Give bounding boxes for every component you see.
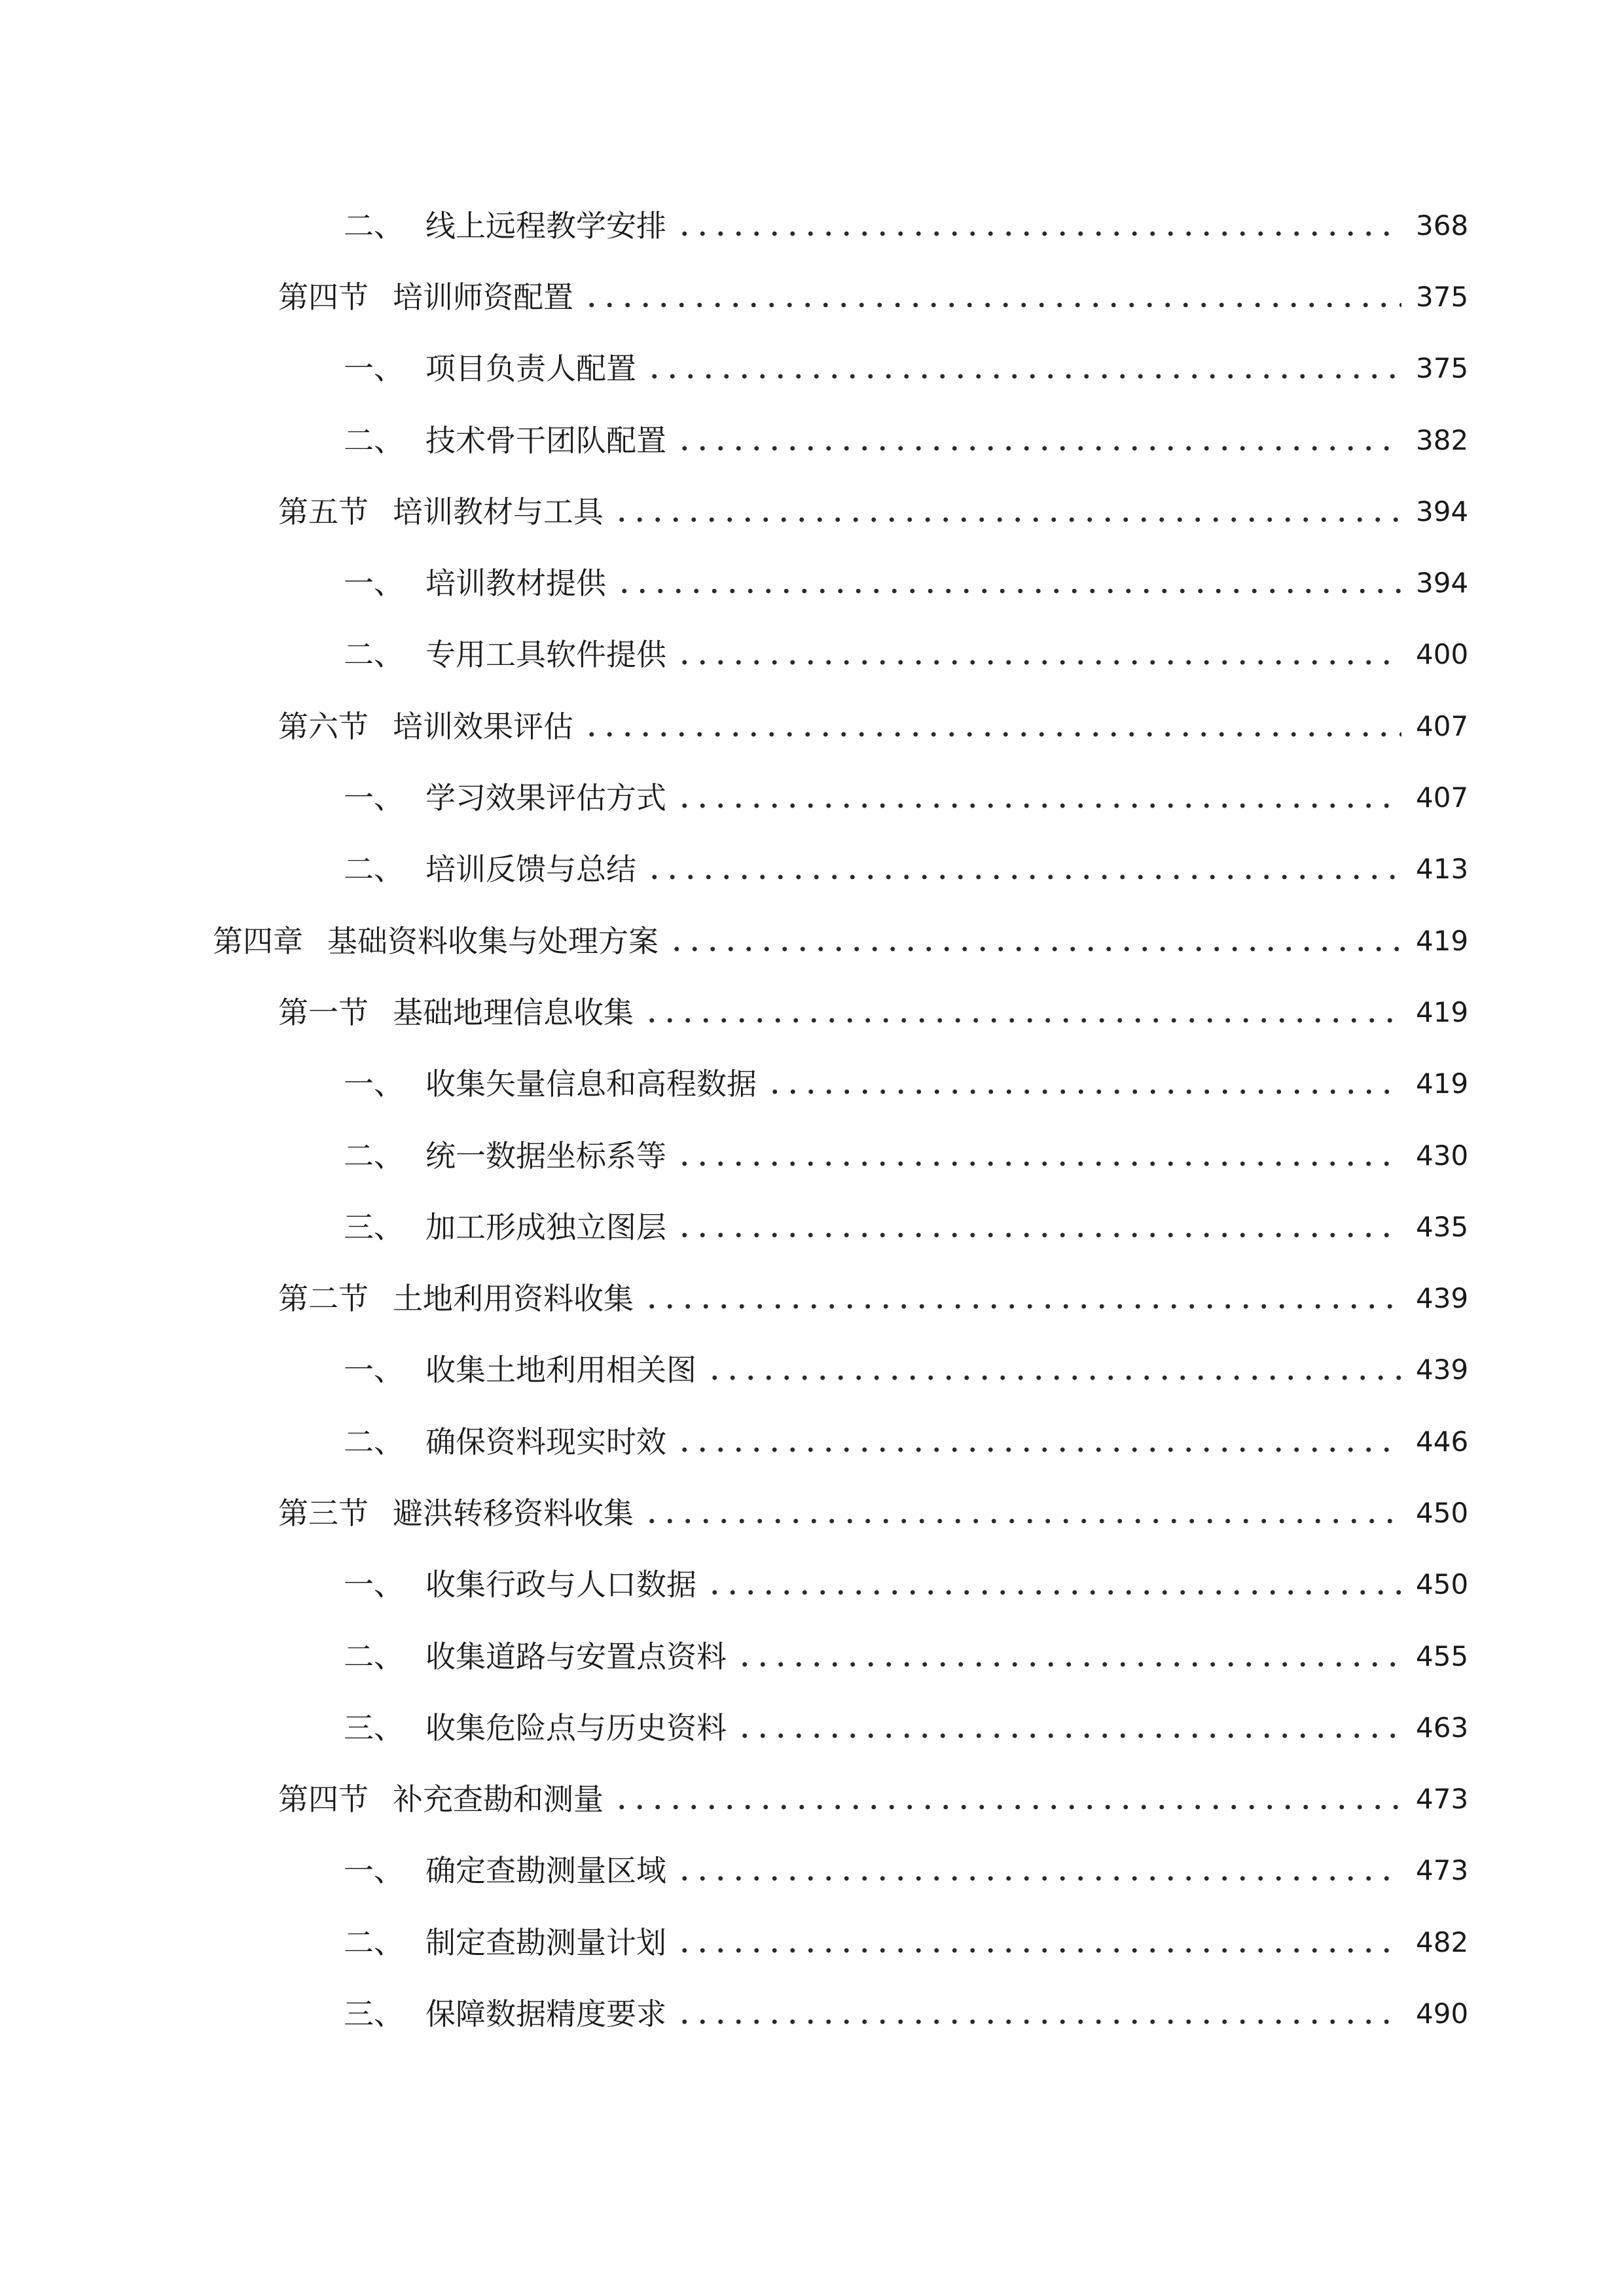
toc-entry-section[interactable]	[0, 1477, 1624, 1549]
toc-entry-title: 保障数据精度要求	[425, 1996, 666, 2032]
toc-entry-number: 一、	[344, 565, 404, 601]
toc-entry-section[interactable]	[0, 476, 1624, 547]
toc-entry-page-number: 382	[1416, 423, 1469, 456]
toc-entry-page-number: 419	[1416, 996, 1469, 1028]
toc-entry-item[interactable]	[0, 1406, 1624, 1477]
toc-entry-page-number: 463	[1416, 1711, 1469, 1744]
toc-entry-number: 第五节	[278, 493, 369, 529]
toc-entry-section[interactable]	[0, 1263, 1624, 1334]
dot-leader	[615, 568, 1401, 598]
dot-leader	[676, 425, 1401, 456]
toc-entry-page-number: 400	[1416, 638, 1469, 671]
toc-entry-title: 避洪转移资料收集	[393, 1495, 634, 1531]
toc-entry-page-number: 375	[1416, 352, 1469, 385]
toc-entry-item[interactable]	[0, 834, 1624, 905]
toc-entry-title: 线上远程教学安排	[425, 207, 666, 243]
toc-entry-number: 二、	[344, 1424, 404, 1460]
toc-entry-page-number: 482	[1416, 1926, 1469, 1958]
toc-entry-number: 第六节	[278, 708, 369, 744]
dot-leader	[668, 926, 1401, 956]
toc-entry-number: 二、	[344, 1638, 404, 1674]
dot-leader	[583, 282, 1401, 312]
toc-entry-section[interactable]	[0, 691, 1624, 762]
toc-entry-page-number: 413	[1416, 853, 1469, 886]
toc-entry-page-number: 439	[1416, 1354, 1469, 1386]
toc-entry-page-number: 419	[1416, 924, 1469, 957]
toc-entry-item[interactable]	[0, 1907, 1624, 1978]
toc-entry-number: 第四节	[278, 279, 369, 315]
toc-entry-title: 收集道路与安置点资料	[425, 1638, 727, 1674]
dot-leader	[676, 211, 1401, 241]
toc-entry-number: 第一节	[278, 994, 369, 1030]
toc-entry-number: 第四节	[278, 1782, 369, 1818]
toc-entry-title: 培训师资配置	[393, 279, 573, 315]
toc-entry-number: 一、	[344, 780, 404, 816]
toc-entry-item[interactable]	[0, 619, 1624, 691]
toc-entry-title: 制定查勘测量计划	[425, 1924, 666, 1960]
toc-entry-title: 收集土地利用相关图	[425, 1352, 696, 1388]
toc-entry-title: 收集危险点与历史资料	[425, 1710, 727, 1746]
toc-entry-page-number: 490	[1416, 1998, 1469, 2030]
toc-entry-section[interactable]	[0, 261, 1624, 332]
toc-entry-title: 培训反馈与总结	[425, 852, 636, 888]
toc-entry-number: 第四章	[213, 923, 303, 959]
dot-leader	[643, 997, 1401, 1028]
toc-entry-number: 二、	[344, 1138, 404, 1174]
toc-entry-item[interactable]	[0, 1049, 1624, 1120]
toc-entry-title: 加工形成独立图层	[425, 1209, 666, 1245]
toc-entry-number: 二、	[344, 852, 404, 888]
toc-entry-number: 三、	[344, 1996, 404, 2032]
dot-leader	[676, 1999, 1401, 2029]
toc-entry-item[interactable]	[0, 762, 1624, 833]
toc-entry-title: 基础地理信息收集	[393, 994, 634, 1030]
toc-entry-item[interactable]	[0, 1692, 1624, 1763]
table-of-contents	[0, 190, 1624, 2050]
toc-entry-title: 技术骨干团队配置	[425, 422, 666, 458]
toc-entry-page-number: 394	[1416, 495, 1469, 528]
toc-entry-page-number: 375	[1416, 280, 1469, 313]
dot-leader	[676, 639, 1401, 670]
toc-entry-title: 收集矢量信息和高程数据	[425, 1066, 757, 1102]
dot-leader	[583, 711, 1401, 742]
toc-entry-section[interactable]	[0, 1764, 1624, 1835]
toc-entry-title: 学习效果评估方式	[425, 780, 666, 816]
toc-entry-number: 二、	[344, 422, 404, 458]
toc-entry-page-number: 473	[1416, 1854, 1469, 1887]
toc-entry-item[interactable]	[0, 1191, 1624, 1263]
dot-leader	[676, 1427, 1401, 1457]
toc-entry-chapter[interactable]	[0, 905, 1624, 977]
toc-entry-number: 第二节	[278, 1281, 369, 1317]
dot-leader	[706, 1570, 1401, 1600]
dot-leader	[676, 783, 1401, 813]
toc-entry-page-number: 407	[1416, 781, 1469, 814]
toc-entry-item[interactable]	[0, 1621, 1624, 1692]
toc-entry-item[interactable]	[0, 404, 1624, 476]
dot-leader	[736, 1713, 1401, 1743]
toc-entry-page-number: 419	[1416, 1067, 1469, 1100]
toc-entry-number: 第三节	[278, 1495, 369, 1531]
toc-entry-page-number: 446	[1416, 1425, 1469, 1458]
toc-entry-number: 一、	[344, 1853, 404, 1889]
toc-entry-page-number: 430	[1416, 1139, 1469, 1172]
toc-entry-item[interactable]	[0, 190, 1624, 261]
dot-leader	[676, 1856, 1401, 1886]
toc-entry-number: 二、	[344, 207, 404, 243]
toc-entry-number: 二、	[344, 637, 404, 673]
toc-entry-page-number: 435	[1416, 1210, 1469, 1243]
dot-leader	[613, 497, 1401, 527]
toc-entry-number: 一、	[344, 351, 404, 387]
toc-entry-title: 培训效果评估	[393, 708, 573, 744]
toc-entry-title: 确定查勘测量区域	[425, 1853, 666, 1889]
toc-entry-page-number: 407	[1416, 709, 1469, 742]
toc-entry-item[interactable]	[0, 1978, 1624, 2049]
toc-entry-title: 培训教材与工具	[393, 493, 604, 529]
dot-leader	[676, 1141, 1401, 1171]
dot-leader	[706, 1355, 1401, 1385]
toc-entry-item[interactable]	[0, 1835, 1624, 1907]
toc-entry-title: 确保资料现实时效	[425, 1424, 666, 1460]
dot-leader	[766, 1069, 1401, 1099]
dot-leader	[645, 854, 1401, 884]
toc-entry-page-number: 455	[1416, 1640, 1469, 1672]
toc-entry-title: 项目负责人配置	[425, 351, 636, 387]
toc-entry-title: 收集行政与人口数据	[425, 1567, 696, 1603]
toc-entry-number: 三、	[344, 1710, 404, 1746]
toc-entry-page-number: 450	[1416, 1568, 1469, 1601]
dot-leader	[736, 1641, 1401, 1672]
toc-entry-number: 一、	[344, 1066, 404, 1102]
toc-entry-item[interactable]	[0, 1335, 1624, 1406]
toc-entry-item[interactable]	[0, 333, 1624, 404]
toc-entry-number: 二、	[344, 1924, 404, 1960]
dot-leader	[613, 1784, 1401, 1814]
dot-leader	[643, 1283, 1401, 1314]
toc-entry-title: 培训教材提供	[425, 565, 606, 601]
toc-entry-title: 专用工具软件提供	[425, 637, 666, 673]
toc-entry-number: 三、	[344, 1209, 404, 1245]
toc-entry-title: 土地利用资料收集	[393, 1281, 634, 1317]
toc-entry-page-number: 439	[1416, 1282, 1469, 1315]
dot-leader	[643, 1498, 1401, 1528]
dot-leader	[676, 1212, 1401, 1242]
toc-entry-item[interactable]	[0, 1549, 1624, 1621]
dot-leader	[645, 353, 1401, 384]
toc-entry-section[interactable]	[0, 977, 1624, 1048]
toc-entry-page-number: 450	[1416, 1496, 1469, 1529]
toc-entry-title: 基础资料收集与处理方案	[327, 923, 659, 959]
toc-entry-title: 补充查勘和测量	[393, 1782, 604, 1818]
toc-entry-item[interactable]	[0, 547, 1624, 619]
toc-entry-item[interactable]	[0, 1120, 1624, 1191]
toc-entry-number: 一、	[344, 1352, 404, 1388]
toc-entry-page-number: 368	[1416, 209, 1469, 242]
toc-entry-title: 统一数据坐标系等	[425, 1138, 666, 1174]
toc-entry-page-number: 473	[1416, 1783, 1469, 1816]
toc-entry-number: 一、	[344, 1567, 404, 1603]
dot-leader	[676, 1928, 1401, 1958]
toc-entry-page-number: 394	[1416, 567, 1469, 600]
